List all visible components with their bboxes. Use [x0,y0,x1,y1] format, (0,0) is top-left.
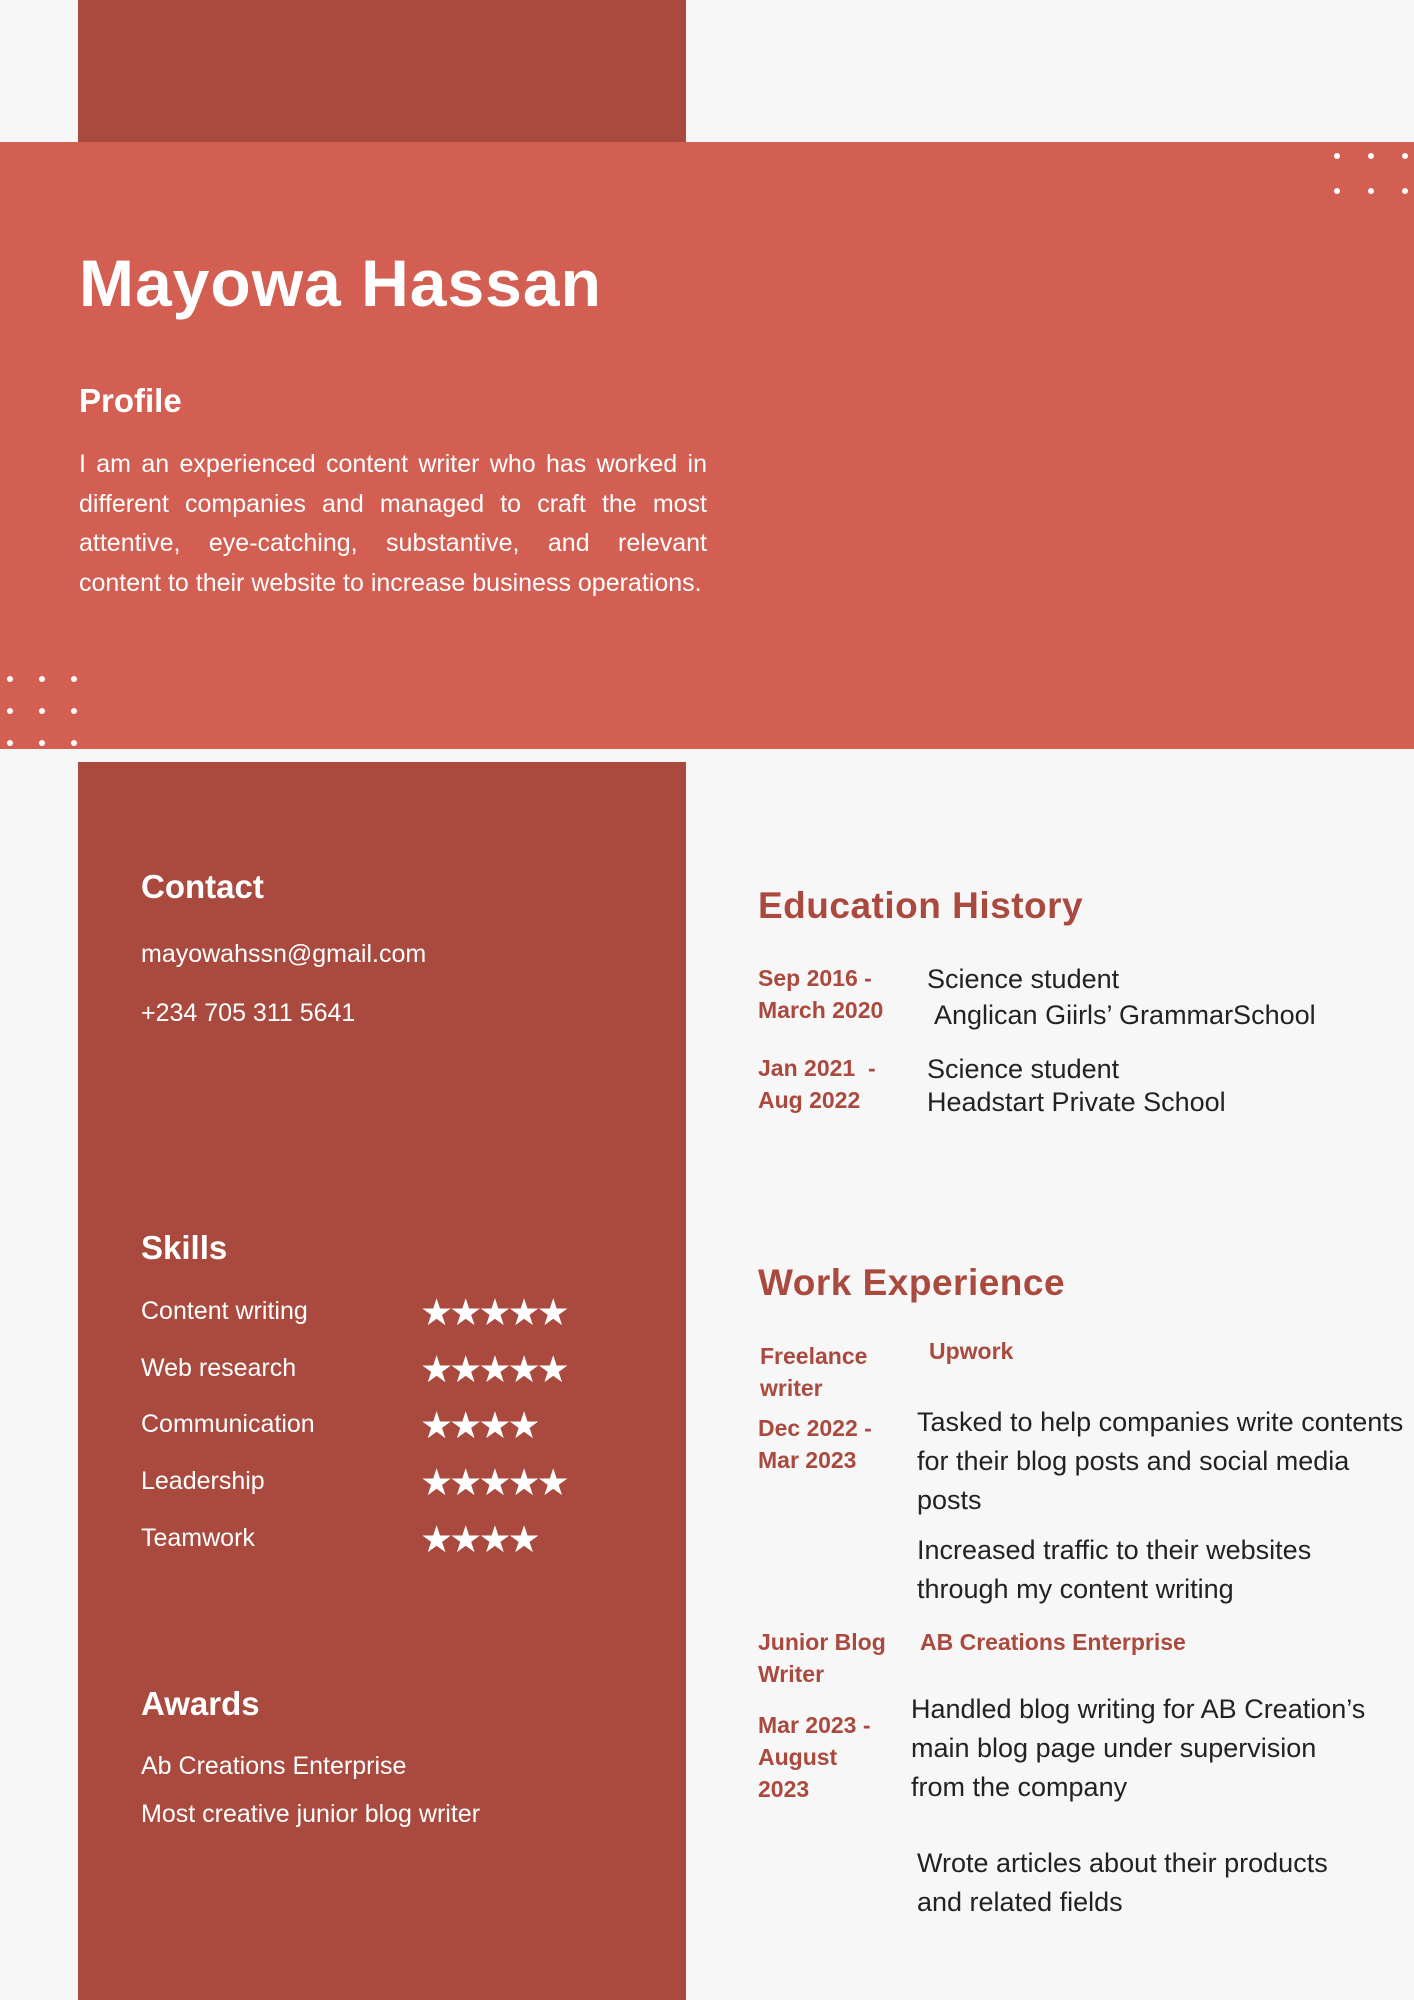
job-date [758,1709,908,1805]
date-start: Dec 2022 - [758,1415,872,1441]
dot-pattern-left [7,676,103,772]
job-duty: Tasked to help companies write contents for their blog posts and social media posts [917,1407,1404,1515]
date-start: Sep 2016 - [758,965,872,991]
profile-heading: Profile [79,382,182,419]
profile-summary: I am an experienced content writer who has worked in different companies and managed to craft the most attentive, eye-catching, substantive, and relevant content to their website to increase business operations. [79,450,707,597]
job-company: Upwork [929,1338,1014,1364]
education-degree: Science student [927,1054,1120,1084]
date-start: Jan 2021 - [758,1055,876,1081]
skill-rating-stars: ★★★★★ [420,1292,566,1333]
date-end: March 2020 [758,997,884,1023]
skills-heading: Skills [141,1229,228,1266]
date-end: Aug 2022 [758,1087,861,1113]
date-end: August [758,1744,838,1770]
award-item: Most creative junior blog writer [141,1800,481,1828]
skill-name: Communication [141,1410,315,1438]
job-duty: Increased traffic to their websites through my content writing [917,1535,1312,1604]
job-date [758,1412,898,1476]
job-duty: Wrote articles about their products and related fields [917,1848,1328,1917]
skill-name: Web research [141,1354,297,1382]
job-role-line: Junior Blog [758,1629,886,1655]
job-role-line: Writer [758,1661,825,1687]
job-role [760,1340,900,1404]
date-end: Mar 2023 [758,1447,857,1473]
education-school: Anglican Giirls’ GrammarSchool [934,1000,1316,1030]
skill-rating-stars: ★★★★ [420,1519,537,1560]
job-role-line: writer [760,1375,823,1401]
education-school: Headstart Private School [927,1087,1226,1117]
education-degree: Science student [927,964,1120,994]
award-item: Ab Creations Enterprise [141,1752,407,1780]
skill-name: Leadership [141,1467,265,1495]
education-date [758,1052,918,1116]
candidate-name: Mayowa Hassan [79,246,602,320]
job-role [758,1626,908,1690]
top-accent-block [78,0,686,142]
contact-phone: +234 705 311 5641 [141,999,356,1027]
date-start: Mar 2023 - [758,1712,871,1738]
skill-name: Content writing [141,1297,308,1325]
skill-name: Teamwork [141,1524,255,1552]
date-end: 2023 [758,1776,810,1802]
contact-heading: Contact [141,868,264,905]
dot-pattern-top-right [1334,153,1414,223]
job-duty: Handled blog writing for AB Creation’s main blog page under supervision from the company [911,1694,1366,1802]
job-company: AB Creations Enterprise [920,1629,1186,1655]
skill-rating-stars: ★★★★ [420,1405,537,1446]
education-heading: Education History [758,885,1084,926]
education-date [758,962,918,1026]
contact-email: mayowahssn@gmail.com [141,940,427,968]
skill-rating-stars: ★★★★★ [420,1349,566,1390]
job-role-line: Freelance [760,1343,868,1369]
skill-rating-stars: ★★★★★ [420,1462,566,1503]
awards-heading: Awards [141,1685,260,1722]
work-experience-heading: Work Experience [758,1262,1066,1303]
